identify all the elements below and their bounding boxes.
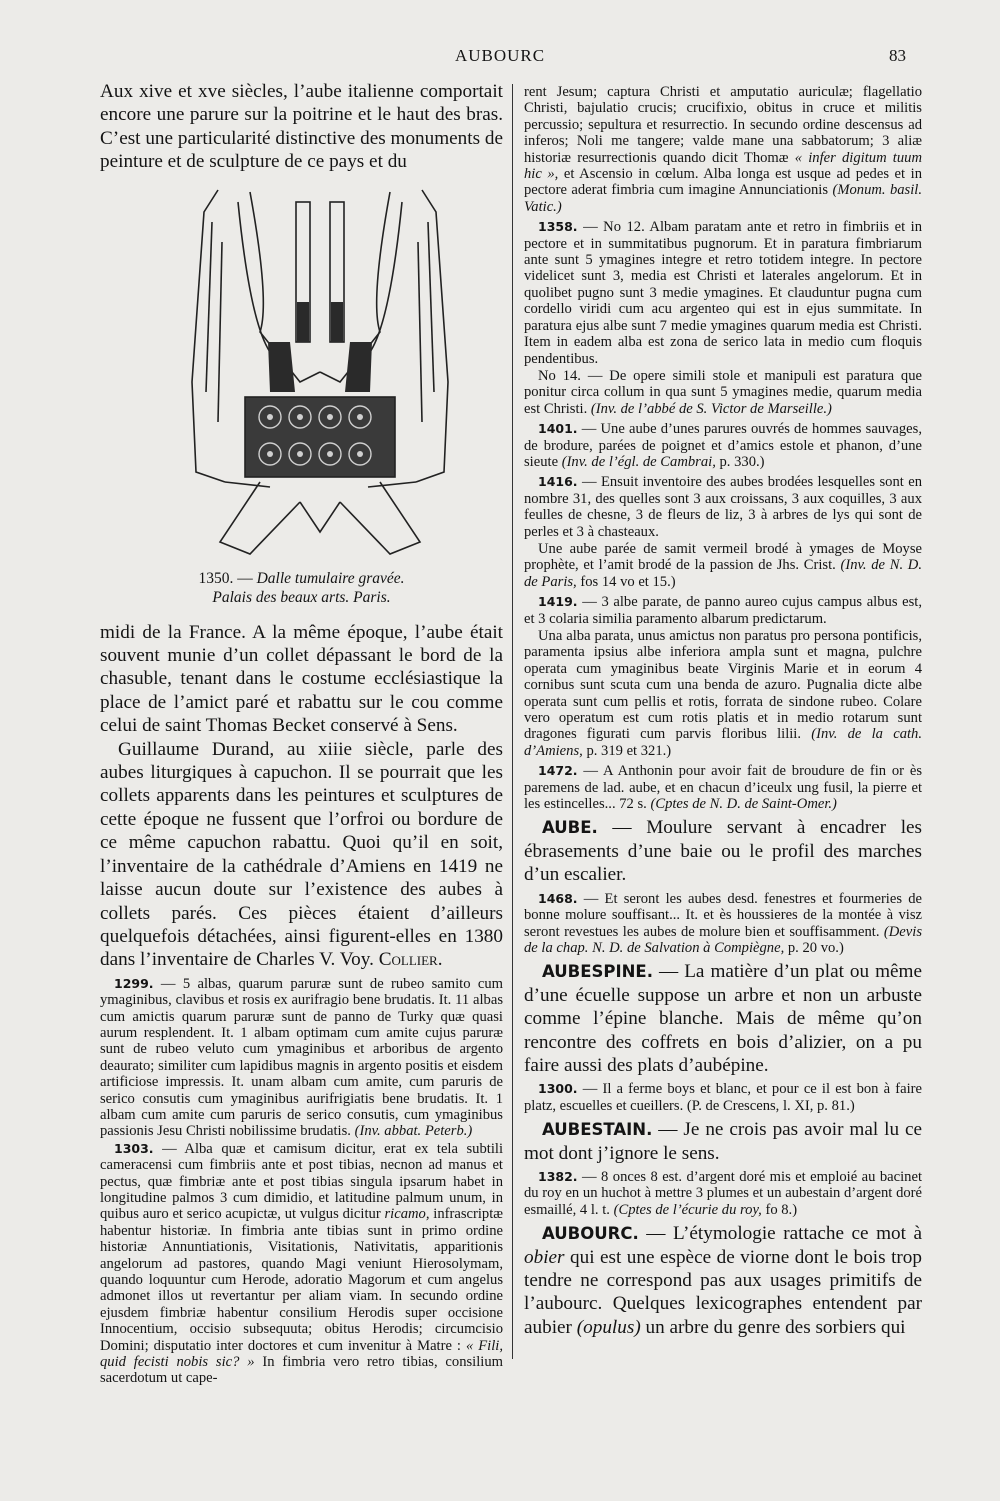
entry-text: — Je ne crois pas avoir mal lu ce mot dont j’ignore le sens. (524, 1119, 923, 1164)
figure-caption (100, 569, 503, 607)
quote-source: (Inv. abbat. Peterb.) (354, 1123, 473, 1140)
entry-italic: obier (524, 1246, 565, 1268)
quote-text: — No 12. Albam paratam ante et retro in fimbriis et in pectore et in summitatibus pugnorum. Et in paratura fimbriarum ante sunt 5 ymagines integre et retro totidem integre. In pectore videlicet sunt 3, media est Christi et laterales angelorum. Et in quolibet pugno sunt 3 medie ymagines. Et clauduntur pugna cum cordello viridi cum acu argenteo qui est in ejus summitate. In paratura ejus albe sunt 7 medie ymagines quarum media est Christi. Item in eadem alba est zona de serico lata in medio cum floquis pendentibus. (524, 219, 923, 367)
quote-text: — Et seront les aubes desd. fenestres et fourmeries de bonne molure souffisant... It. et ès houssieres de la montée à visz seront revestues les aubes de molure bien et souffisamment. (524, 890, 922, 940)
quote-italic: « Fili, quid fecisti nobis sic? » (100, 1337, 503, 1371)
quote-source: (Devis de la chap. N. D. de Salvation à Compiègne, (524, 923, 922, 956)
quote-1299 (100, 976, 503, 1140)
quote-continuation (524, 84, 922, 215)
quote-page: fo 8.) (765, 1201, 798, 1218)
quote-page: p. 330.) (719, 453, 765, 470)
quote-year: 1303. (114, 1140, 154, 1156)
quote-text: — Ensuit inventoire des aubes brodées lesquelles sont en nombre 31, des quelles sont 3 aux croissans, 3 aux coquilles, 3 aux feulles de chesne, 3 de fleurs de liz, 3 à arbres de lys qui sont de perles et 3 à chasteaux. (524, 474, 922, 540)
quote-text: infrascriptæ habentur historiæ. In fimbria ante tibias sunt in primo ordine historiæ Annuntiationis, Visitationis, Nativitatis, apparitionis angelorum ad pastores, quando Magi veniunt Hierosolymam, quando loquuntur cum Herode, adoratio Magorum et cum angelus admonet illos ut revertantur per aliam viam. In secundo ordine ejusdem fimbriæ habentur consilium Herodis super occisione Innocentium, occisio subsequuta; obitus Herodis; circumcisio Domini; disputatio inter doctores et cum invenitur à Matre : (100, 1206, 503, 1354)
entry-aube (524, 816, 922, 886)
quote-1300 (524, 1081, 922, 1114)
quote-1358 (524, 219, 922, 367)
quote-source: (Cptes de N. D. de Saint-Omer.) (650, 796, 837, 813)
quote-text: In fimbria vero retro tibias, consilium sacerdotum ut cape- (100, 1354, 503, 1387)
quote-text: — A Anthonin pour avoir fait de broudure de fin or ès paremens de lad. aube, et en chacun d’iceulx ung fusil, la pierre et les estincelles... 72 s. (524, 763, 922, 813)
entry-aubestain (524, 1118, 922, 1165)
entry-headword: AUBESPINE. (542, 962, 653, 982)
quote-text: — Il a ferme boys et blanc, et pour ce il est bon à faire platz, escuelles et cueillers. (524, 1081, 922, 1114)
quote-source: (Cptes de l’écurie du roy, (613, 1201, 762, 1218)
body-paragraph-2 (100, 738, 503, 972)
quote-1419-b (524, 628, 922, 759)
quote-text: — Alba quæ et camisum dicitur, erat ex tela subtili cameracensi cum fimbriis ante et post tibias, necnon ad manus et pectus, quæ fimbriæ ante et post tibias singula ipsarum habet in longitudine palmos 3 cum dimidio, et latitudine palmum unum, in quibus auro et serico acupictæ, ut vulgus dicitur (100, 1140, 503, 1223)
running-head: AUBOURC (454, 46, 546, 65)
left-column (100, 80, 503, 1388)
cross-reference: Collier. (378, 949, 443, 971)
alb-engraving-figure (100, 182, 503, 562)
entry-text: un arbre du genre des sorbiers qui (645, 1316, 906, 1338)
quote-text: Una albа parata, unus amictus non paratus pro persona pontificis, paramenta ipsius albe inferiora ampla sunt et magna, pulchre operata cum ymaginibus beate Virginis Marie et in eorum 4 cornibus sunt scuta cum una benda de azuro. Pugnalia dicte albe operata sunt cum pellis et rotis, forrata de sindone rubeo. Colare vero operatum est cum rotis platis et in medio rotarum sunt dragones figurati cum parvis floribus lilii. (524, 628, 922, 743)
quote-source: (Inv. de la cath. d’Amiens, (524, 726, 922, 759)
quote-page: fos 14 vo et 15.) (580, 573, 676, 590)
quote-source: (Inv. de l’abbé de S. Victor de Marseille.) (590, 400, 832, 417)
quote-text: No 14. — De opere simili stole et manipuli est paratura que ponitur circa collum in qua sunt 5 ymagines medie, quarum media est Christi. (524, 367, 922, 417)
quote-1358-b (524, 368, 922, 417)
quote-text: Une aube parée de samit vermeil brodé à ymages de Moyse prophète, et l’amit brodé de la passion de Jhs. Crist. (524, 540, 922, 574)
entry-italic: (opulus) (576, 1316, 641, 1338)
entry-text: — L’étymologie rattache ce mot à (646, 1223, 922, 1245)
entry-aubourc (524, 1222, 922, 1339)
quote-1419 (524, 594, 922, 627)
quote-year: 1300. (538, 1081, 578, 1097)
entry-headword: AUBOURC. (542, 1224, 639, 1244)
quote-1401 (524, 421, 922, 470)
quote-1382 (524, 1169, 922, 1218)
entry-aubespine (524, 960, 922, 1077)
quote-year: 1299. (114, 975, 154, 991)
quote-1472 (524, 763, 922, 812)
quote-1303 (100, 1141, 503, 1387)
quote-source: (P. de Crescens, l. XI, p. 81.) (686, 1097, 855, 1114)
entry-headword: AUBE. (542, 818, 598, 838)
entry-headword: AUBESTAIN. (542, 1120, 653, 1140)
figure-caption-line-2: Palais des beaux arts. Paris. (212, 588, 391, 606)
entry-text: — La matière d’un plat ou même d’une écuelle suppose un arbre et non un arbuste comme l’épine blanche. Mais de même qu’on rencontre des coffrets en bois d’alizier, on a pu faire aussi des plats d’aubépine. (524, 961, 923, 1076)
entry-text: — Moulure servant à encadrer les ébrasements d’une baie ou le profil des marches d’un escalier. (524, 817, 923, 886)
quote-page: p. 319 et 321.) (586, 742, 672, 759)
quote-year: 1401. (538, 421, 578, 437)
quote-page: p. 20 vo.) (787, 939, 844, 956)
entry-text: qui est une espèce de viorne dont le bois trop tendre ne correspond pas aux usages primitifs de l’aubourc. Quelques lexicographes entendent par aubier (524, 1246, 922, 1338)
page-number: 83 (889, 46, 906, 65)
quote-text: — 8 onces 8 est. d’argent doré mis et emploié au bacinet du roy en un huchot à mettre 3 plumes et un aubestain d’argent doré esmaillé, 4 l. t. (524, 1168, 922, 1218)
quote-text: — 5 albas, quarum paruræ sunt de rubeo samito cum ymaginibus, clavibus et rosis ex aurifragio bene brudatis. It. 11 albas cum amictis quarum paruræ sunt de panno de Turky quæ quasi aurum resplendent. It. 1 albam optimam cum amite cujus paruræ sunt de rubeo veluto cum ymaginibus et arboribus de argento deaurato; similiter cum lapidibus magnis in argento positis et eisdem artificiose impressis. It. unam albam cum amite, cum paruris de serico consutis cum ymaginibus aurifrigiatis bene brudatis. It. 1 albam cum amite cum paruris de serico consutis, cum ymaginibus passionis Jesu Christi nobilissime brudatis. (100, 975, 503, 1140)
quote-source: (Monum. basil. Vatic.) (524, 182, 922, 215)
body-paragraph-1: midi de la France. A la même époque, l’aube était souvent munie d’un collet dépassant le bord de la chasuble, tenant dans le costume ecclésiastique la place de l’amict paré et rabattu sur le cou comme celui de saint Thomas Becket conservé à Sens. (100, 621, 503, 737)
quote-text: — 3 albe parate, de panno aureo cujus campus albus est, et 3 colaria similia paramento albarum predictarum. (524, 594, 923, 627)
figure-number: 1350. — (198, 569, 253, 587)
quote-italic: ricamo, (384, 1206, 430, 1223)
figure-caption-line-1: Dalle tumulaire gravée. (256, 569, 405, 587)
quote-year: 1358. (538, 219, 578, 235)
quote-year: 1472. (538, 763, 578, 779)
quote-1468 (524, 891, 922, 957)
quote-1416-b (524, 541, 922, 590)
quote-year: 1468. (538, 890, 578, 906)
column-divider (512, 84, 513, 1359)
quote-source: (Inv. de N. D. de Paris, (524, 557, 922, 590)
quote-year: 1416. (538, 474, 578, 490)
quote-1416 (524, 474, 922, 540)
quote-italic: « infer digitum tuum hic », (524, 149, 922, 183)
quote-text: et Ascensio in cœlum. Alba longa est usque ad pedes et in pectore aderat fimbria cum imagine Annunciationis (524, 166, 922, 199)
quote-text: — Une aube d’unes parures ouvrés de hommes sauvages, de brodure, parées de poignet et d’amics estole et phanon, d’une sieute (524, 421, 922, 470)
quote-source: (Inv. de l’égl. de Cambrai, (561, 453, 716, 470)
quote-text: rent Jesum; captura Christi et amputatio auriculæ; flagellatio Christi, bajulatio crucis; crucifixio, obitus in cruce et militis percussio; sepultura et resurrectio. In secundo ordine descensus ad inferos; Noli me tangere; valde mane una sabbatorum; 3 aliæ historiæ resurrectionis quando dicit Thomæ (524, 84, 922, 166)
intro-paragraph: Aux xive et xve siècles, l’aube italienne comportait encore une parure sur la poitrine et le haut des bras. C’est une particularité distinctive des monuments de peinture et de sculpture de ce pays et du (100, 81, 503, 173)
body-paragraph-2-text: Guillaume Durand, au xiiie siècle, parle des aubes liturgiques à capuchon. Il se pourrait que les collets apparents dans les peintures et sculptures de cette époque ne fussent que l’orfroi ou bordure de ce même capuchon rabattu. Quoi qu’il en soit, l’inventaire de la cathédrale d’Amiens en 1419 ne laisse aucun doute sur l’existence des aubes à collets parés. Ces pièces étaient d’ailleurs quelquefois détachées, ainsi figurent-elles en 1380 dans l’inventaire de Charles V. Voy. (100, 738, 503, 971)
quote-year: 1382. (538, 1168, 578, 1184)
quote-year: 1419. (538, 594, 578, 610)
right-column (524, 84, 922, 1339)
